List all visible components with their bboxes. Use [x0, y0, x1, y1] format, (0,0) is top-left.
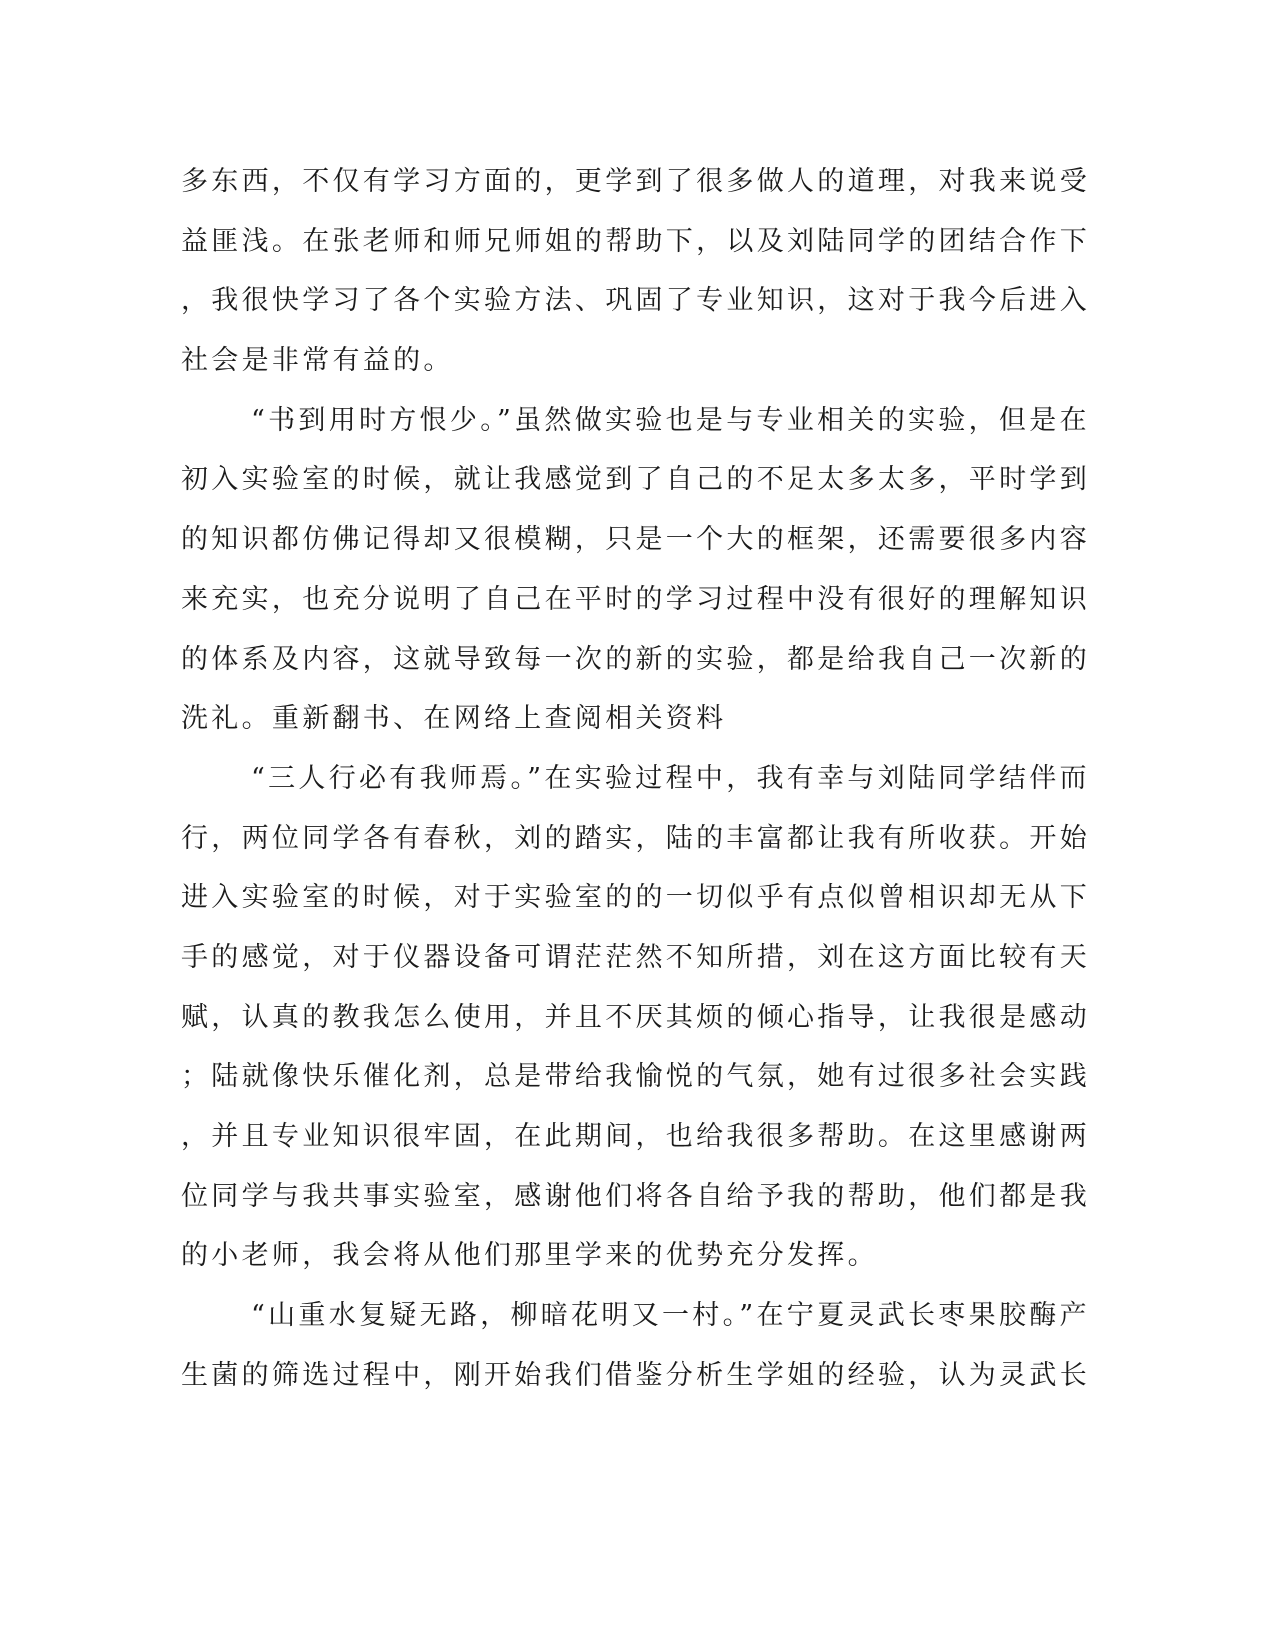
text-line: ；陆就像快乐催化剂，总是带给我愉悦的气氛，她有过很多社会实践: [181, 1061, 1090, 1093]
text-line: 社会是非常有益的。: [181, 345, 454, 377]
text-line: 行，两位同学各有春秋，刘的踏实，陆的丰富都让我有所收获。开始: [181, 822, 1090, 854]
text-line: 的知识都仿佛记得却又很模糊，只是一个大的框架，还需要很多内容: [181, 524, 1090, 556]
paragraph-first-line: “山重水复疑无路，柳暗花明又一村。”在宁夏灵武长枣果胶酶产: [251, 1300, 1090, 1332]
text-line: 益匪浅。在张老师和师兄师姐的帮助下，以及刘陆同学的团结合作下: [181, 225, 1090, 257]
text-line: 洗礼。重新翻书、在网络上查阅相关资料: [181, 703, 727, 735]
text-line: 生菌的筛选过程中，刚开始我们借鉴分析生学姐的经验，认为灵武长: [181, 1359, 1090, 1391]
text-line: ，并且专业知识很牢固，在此期间，也给我很多帮助。在这里感谢两: [181, 1121, 1090, 1152]
text-line: ，我很快学习了各个实验方法、巩固了专业知识，这对于我今后进入: [181, 285, 1090, 317]
text-line: 来充实，也充分说明了自己在平时的学习过程中没有很好的理解知识: [181, 583, 1090, 615]
body-text: [181, 152, 1090, 1405]
paragraph-first-line: “书到用时方恨少。”虽然做实验也是与专业相关的实验，但是在: [251, 404, 1090, 436]
text-line: 赋，认真的教我怎么使用，并且不厌其烦的倾心指导，让我很是感动: [181, 1001, 1090, 1033]
text-line: 手的感觉，对于仪器设备可谓茫茫然不知所措，刘在这方面比较有天: [181, 941, 1090, 973]
text-line: 多东西，不仅有学习方面的，更学到了很多做人的道理，对我来说受: [181, 166, 1090, 197]
text-line: 进入实验室的时候，对于实验室的的一切似乎有点似曾相识却无从下: [181, 882, 1090, 914]
text-line: 的体系及内容，这就导致每一次的新的实验，都是给我自己一次新的: [181, 643, 1090, 675]
text-line: 位同学与我共事实验室，感谢他们将各自给予我的帮助，他们都是我: [181, 1180, 1090, 1212]
text-line: 的小老师，我会将从他们那里学来的优势充分发挥。: [181, 1240, 878, 1272]
text-line: 初入实验室的时候，就让我感觉到了自己的不足太多太多，平时学到: [181, 464, 1090, 496]
paragraph-first-line: “三人行必有我师焉。”在实验过程中，我有幸与刘陆同学结伴而: [251, 762, 1090, 794]
